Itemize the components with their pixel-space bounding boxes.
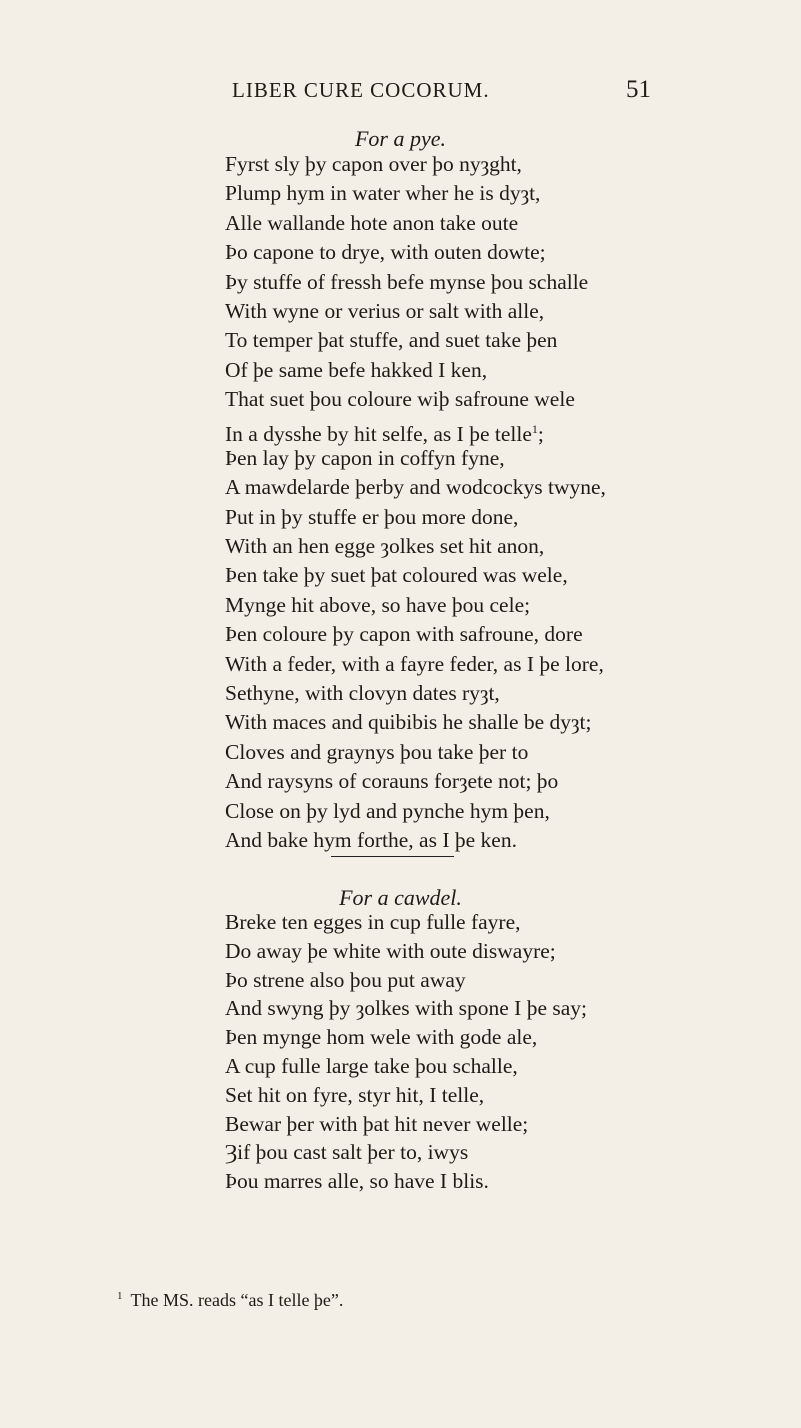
verse-line: With a feder, with a fayre feder, as I þe lore,: [225, 651, 604, 676]
verse-line: Þen coloure þy capon with safroune, dore: [225, 622, 583, 647]
verse-line: Mynge hit above, so have þou cele;: [225, 592, 531, 617]
verse-line: And raysyns of corauns forȝete not; þo: [225, 769, 559, 794]
verse-line: Ȝif þou cast salt þer to, iwys: [225, 1140, 469, 1165]
verse-line: And bake hym forthe, as I þe ken.: [225, 827, 517, 852]
verse-line: Of þe same befe hakked I ken,: [225, 357, 488, 382]
page-number: 51: [626, 76, 651, 103]
verse-line-with-footnote: [225, 415, 606, 444]
verse-line: Þou marres alle, so have I blis.: [225, 1169, 489, 1194]
verse-line: Sethyne, with clovyn dates ryȝt,: [225, 681, 500, 706]
poem-pye: [225, 150, 606, 855]
verse-line: Put in þy stuffe er þou more done,: [225, 504, 519, 529]
running-title: LIBER CURE COCORUM.: [232, 78, 490, 102]
verse-line: Þo capone to drye, with outen dowte;: [225, 240, 546, 265]
verse-line: Cloves and graynys þou take þer to: [225, 739, 529, 764]
verse-line: Bewar þer with þat hit never welle;: [225, 1111, 529, 1136]
verse-line: With wyne or verius or salt with alle,: [225, 298, 545, 323]
verse-line-punct: ;: [537, 421, 544, 446]
verse-line: That suet þou coloure wiþ safroune wele: [225, 387, 575, 412]
poem-cawdel: [225, 908, 587, 1196]
footnote-ref: 1: [531, 421, 538, 436]
verse-line: Do away þe white with oute diswayre;: [225, 938, 556, 963]
verse-line-text: In a dysshe by hit selfe, as I þe telle: [225, 421, 532, 446]
verse-line: Breke ten egges in cup fulle fayre,: [225, 910, 521, 934]
section-divider: [331, 856, 454, 857]
verse-line: Set hit on fyre, styr hit, I telle,: [225, 1082, 485, 1107]
verse-line: Plump hym in water wher he is dyȝt,: [225, 181, 541, 206]
footnote-text: The MS. reads “as I telle þe”.: [130, 1290, 344, 1310]
verse-line: With an hen egge ȝolkes set hit anon,: [225, 534, 545, 559]
verse-line: And swyng þy ȝolkes with spone I þe say;: [225, 996, 588, 1021]
verse-line: Close on þy lyd and pynche hym þen,: [225, 798, 550, 823]
section-title-cawdel: For a cawdel.: [339, 885, 462, 910]
footnote-marker: 1: [117, 1290, 123, 1302]
verse-line: Þen lay þy capon in coffyn fyne,: [225, 445, 505, 470]
verse-line: A cup fulle large take þou schalle,: [225, 1053, 518, 1078]
verse-line: Fyrst sly þy capon over þo nyȝght,: [225, 152, 522, 176]
footnote: [117, 1290, 343, 1311]
verse-line: Þy stuffe of fressh befe mynse þou schalle: [225, 269, 589, 294]
verse-line: Þen take þy suet þat coloured was wele,: [225, 563, 568, 588]
verse-line: To temper þat stuffe, and suet take þen: [225, 328, 558, 353]
verse-line: With maces and quibibis he shalle be dyȝt;: [225, 710, 592, 735]
verse-line: A mawdelarde þerby and wodcockys twyne,: [225, 475, 606, 500]
verse-line: Alle wallande hote anon take oute: [225, 210, 519, 235]
section-title-pye: For a pye.: [354, 126, 447, 151]
verse-line: Þo strene also þou put away: [225, 967, 466, 992]
verse-line: Þen mynge hom wele with gode ale,: [225, 1025, 538, 1050]
